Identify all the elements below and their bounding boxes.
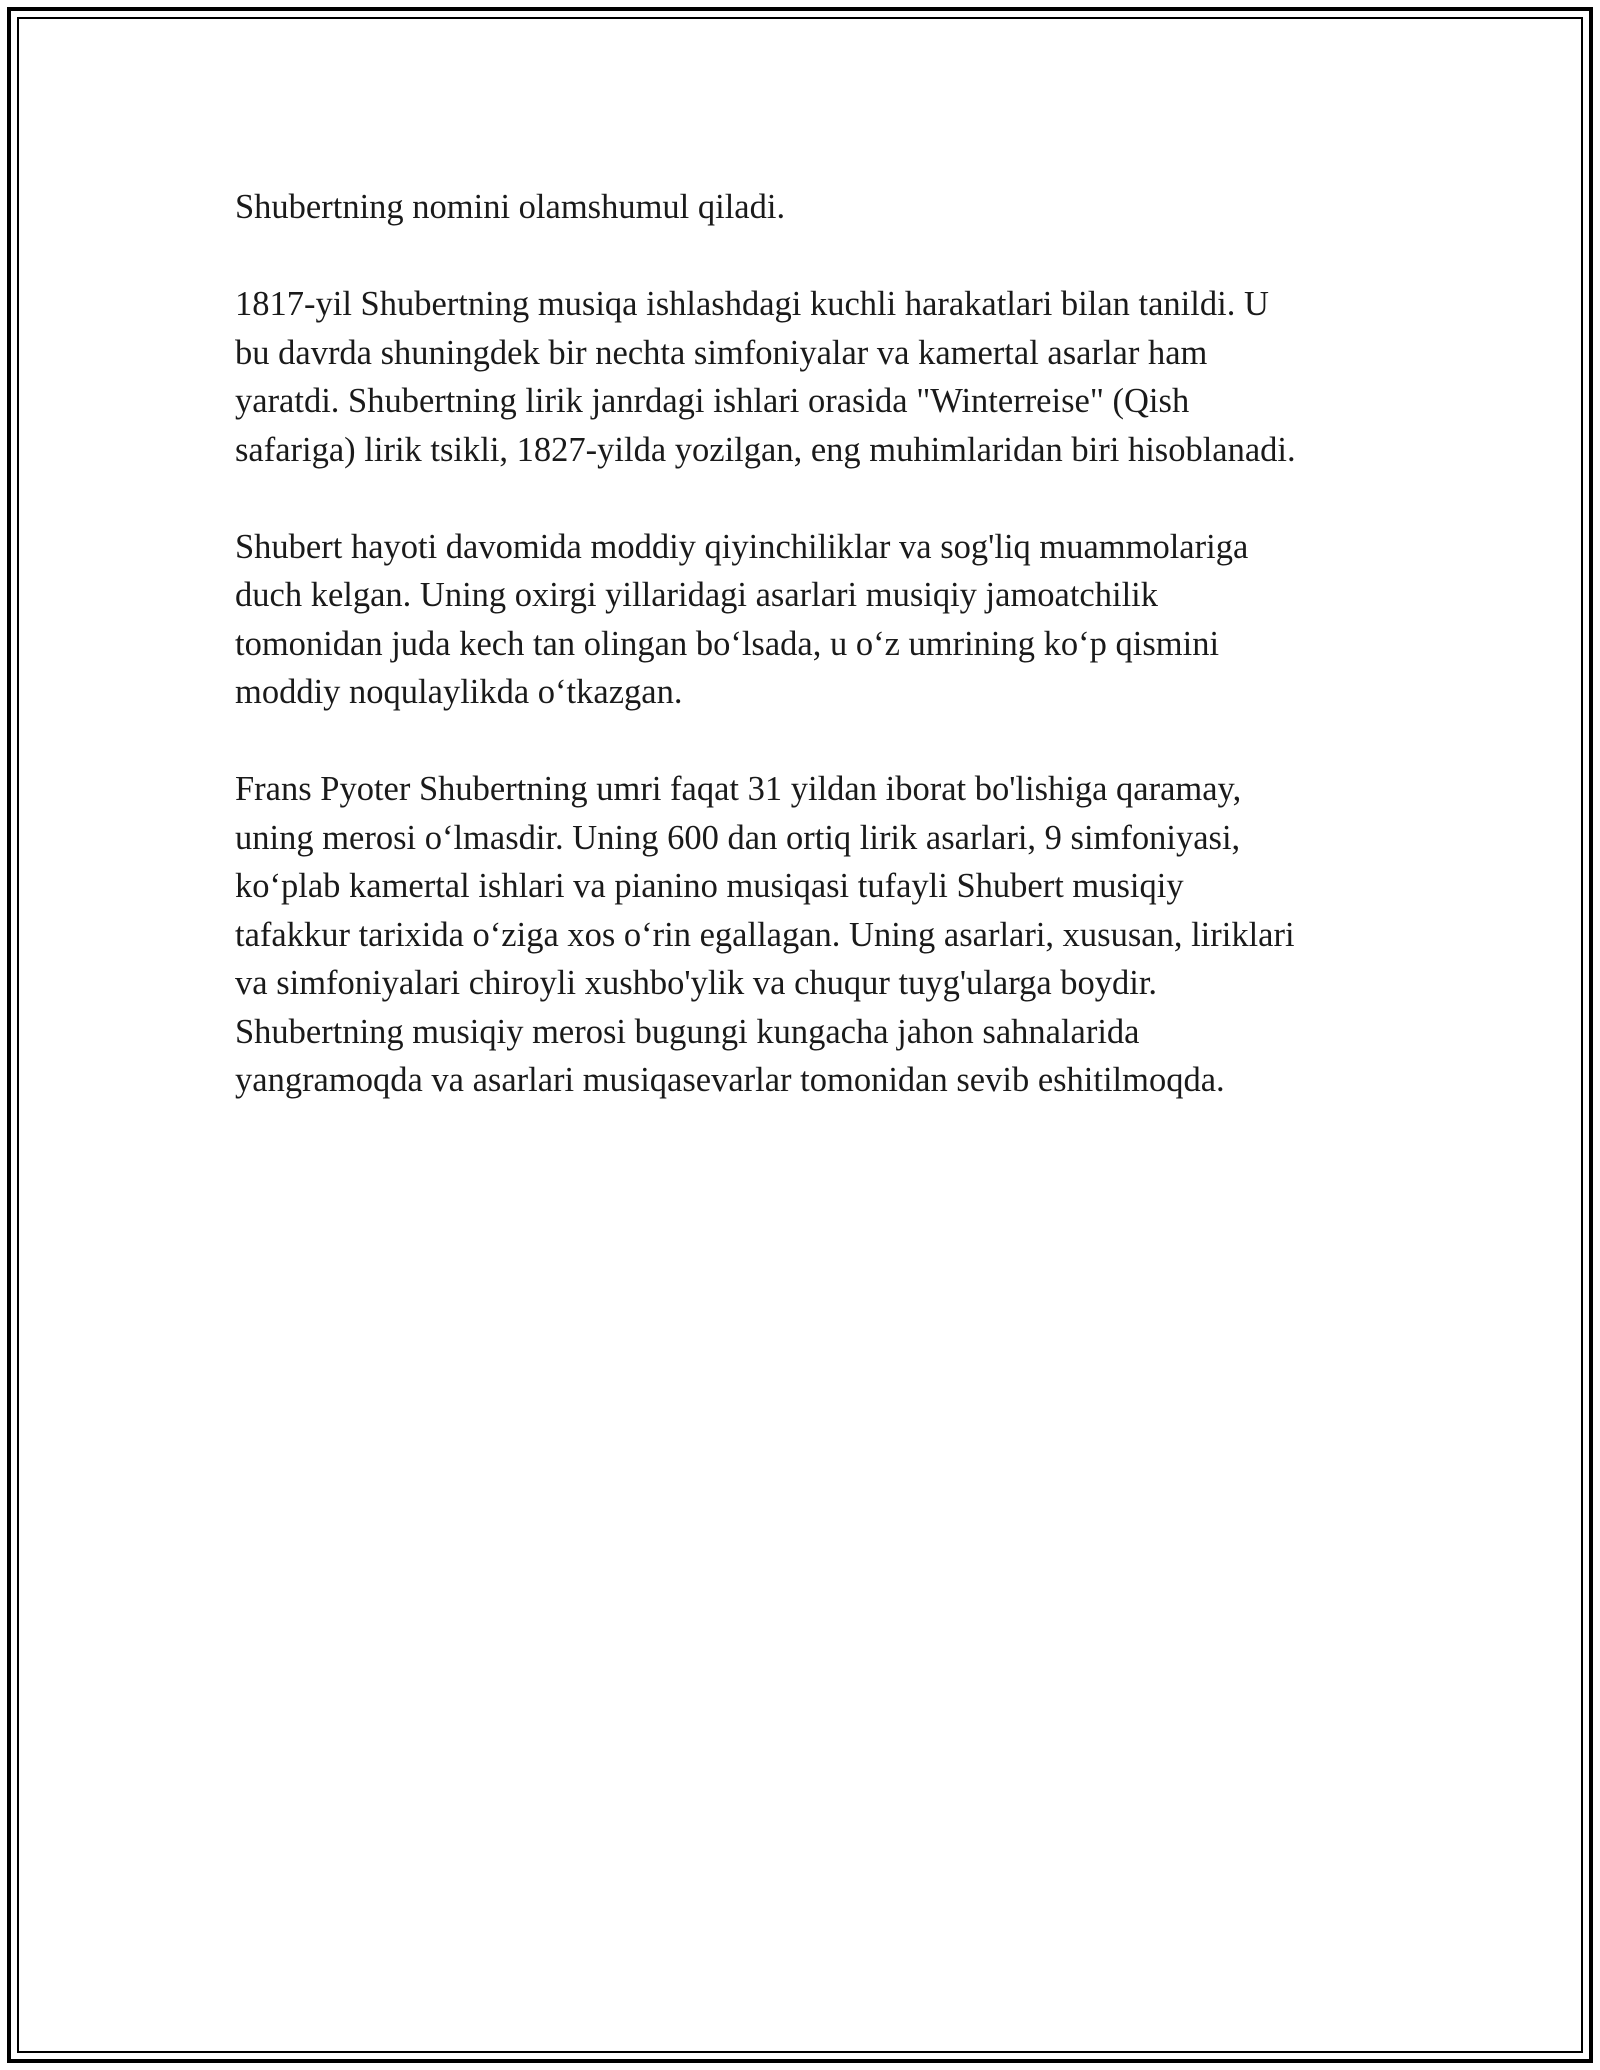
paragraph-4: Frans Pyoter Shubertning umri faqat 31 yildan iborat bo'lishiga qaramay, uning merosi o‘lmasdir. Uning 600 dan ortiq lirik asarlari, 9 simfoniyasi, ko‘plab kamertal ishlari va pianino musiqasi tufayli Shubert musiqiy tafakkur tarixida o‘ziga xos o‘rin egallagan. Uning asarlari, xususan, liriklari va simfoniyalari chiroyli xushbo'ylik va chuqur tuyg'ularga boydir. Shubertning musiqiy merosi bugungi kungacha jahon sahnalarida yangramoqda va asarlari musiqasevarlar tomonidan sevib eshitilmoqda. (235, 770, 1295, 1099)
paragraph-1: Shubertning nomini olamshumul qiladi. (235, 188, 786, 226)
paragraph-3: Shubert hayoti davomida moddiy qiyinchiliklar va sog'liq muammolariga duch kelgan. Uning oxirgi yillaridagi asarlari musiqiy jamoatchilik tomonidan juda kech tan olingan bo‘lsada, u o‘z umrining ko‘p qismini moddiy noqulaylikda o‘tkazgan. (235, 527, 1249, 711)
paragraph-2: 1817-yil Shubertning musiqa ishlashdagi kuchli harakatlari bilan tanildi. U bu davrda shuningdek bir nechta simfoniyalar va kamertal asarlar ham yaratdi. Shubertning lirik janrdagi ishlari orasida "Winterreise" (Qish safariga) lirik tsikli, 1827-yilda yozilgan, eng muhimlaridan biri hisoblanadi. (235, 285, 1296, 469)
document-body (235, 183, 1385, 1153)
